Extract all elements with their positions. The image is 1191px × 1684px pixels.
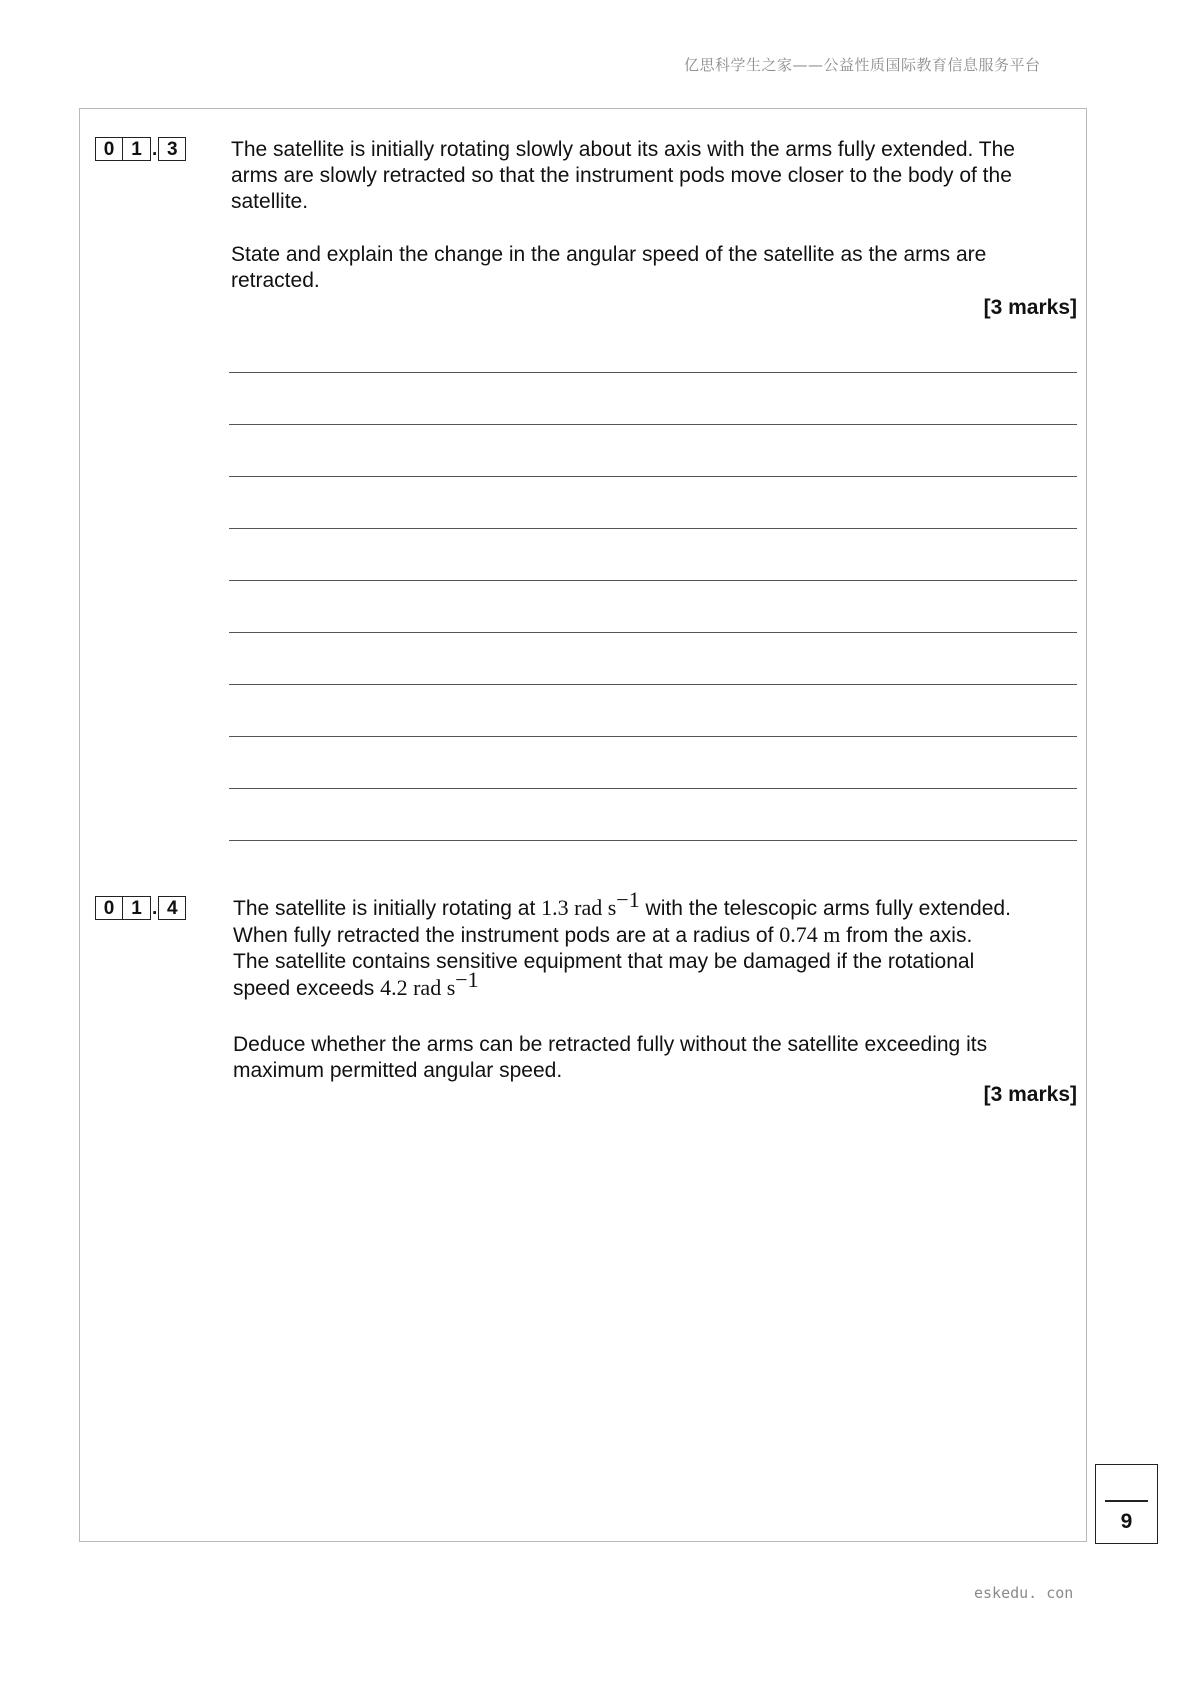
answer-line[interactable] (229, 528, 1077, 529)
stem-text: from the axis. (840, 924, 973, 947)
stem-line: arms are slowly retracted so that the instrument pods move closer to the body of the (231, 164, 1012, 187)
answer-line[interactable] (229, 840, 1077, 841)
answer-line[interactable] (229, 476, 1077, 477)
stem-text: with the telescopic arms fully extended. (639, 897, 1011, 920)
max-speed-value: 4.2 rad s (380, 975, 456, 1000)
score-divider (1105, 1500, 1148, 1502)
answer-line[interactable] (229, 684, 1077, 685)
question-dot: . (152, 897, 158, 919)
header-watermark: 亿思科学生之家——公益性质国际教育信息服务平台 (684, 56, 1041, 74)
prompt-line: State and explain the change in the angular speed of the satellite as the arms are (231, 243, 987, 266)
answer-line[interactable] (229, 632, 1077, 633)
page-score-box (1095, 1464, 1158, 1544)
answer-frame (79, 108, 1087, 1542)
stem-line: The satellite is initially rotating slowly about its axis with the arms fully extended. The (231, 138, 1015, 161)
question-digit: 1 (123, 896, 151, 920)
question-01-4-marks: [3 marks] (983, 1083, 1077, 1106)
question-digit: 1 (123, 137, 151, 161)
stem-text: The satellite contains sensitive equipment that may be damaged if the rotational (233, 950, 975, 973)
question-number-01-4 (95, 895, 186, 921)
question-digit: 3 (158, 137, 186, 161)
question-dot: . (152, 138, 158, 160)
question-digit: 4 (158, 896, 186, 920)
prompt-line: retracted. (231, 269, 320, 292)
footer-watermark: eskedu. con (974, 1584, 1074, 1602)
question-01-4-stem (233, 887, 1011, 1002)
unit-exponent: −1 (455, 967, 479, 992)
stem-text: speed exceeds (233, 977, 381, 1000)
angular-speed-value: 1.3 rad s (541, 895, 617, 920)
question-digit: 0 (95, 137, 123, 161)
answer-line[interactable] (229, 424, 1077, 425)
stem-text: The satellite is initially rotating at (233, 897, 542, 920)
radius-value: 0.74 m (779, 922, 841, 947)
question-number-01-3 (95, 136, 186, 162)
answer-line[interactable] (229, 788, 1077, 789)
unit-exponent: −1 (616, 887, 640, 912)
answer-line[interactable] (229, 736, 1077, 737)
answer-line[interactable] (229, 372, 1077, 373)
question-01-3-prompt (231, 242, 986, 294)
answer-line[interactable] (229, 580, 1077, 581)
question-01-4-prompt (233, 1032, 987, 1084)
page-number: 9 (1120, 1510, 1133, 1533)
prompt-line: maximum permitted angular speed. (233, 1059, 563, 1082)
question-01-3-marks: [3 marks] (983, 296, 1077, 319)
prompt-line: Deduce whether the arms can be retracted fully without the satellite exceeding its (233, 1033, 988, 1056)
stem-text: When fully retracted the instrument pods are at a radius of (233, 924, 780, 947)
question-digit: 0 (95, 896, 123, 920)
stem-line: satellite. (231, 190, 309, 213)
question-01-3-stem (231, 137, 1015, 215)
